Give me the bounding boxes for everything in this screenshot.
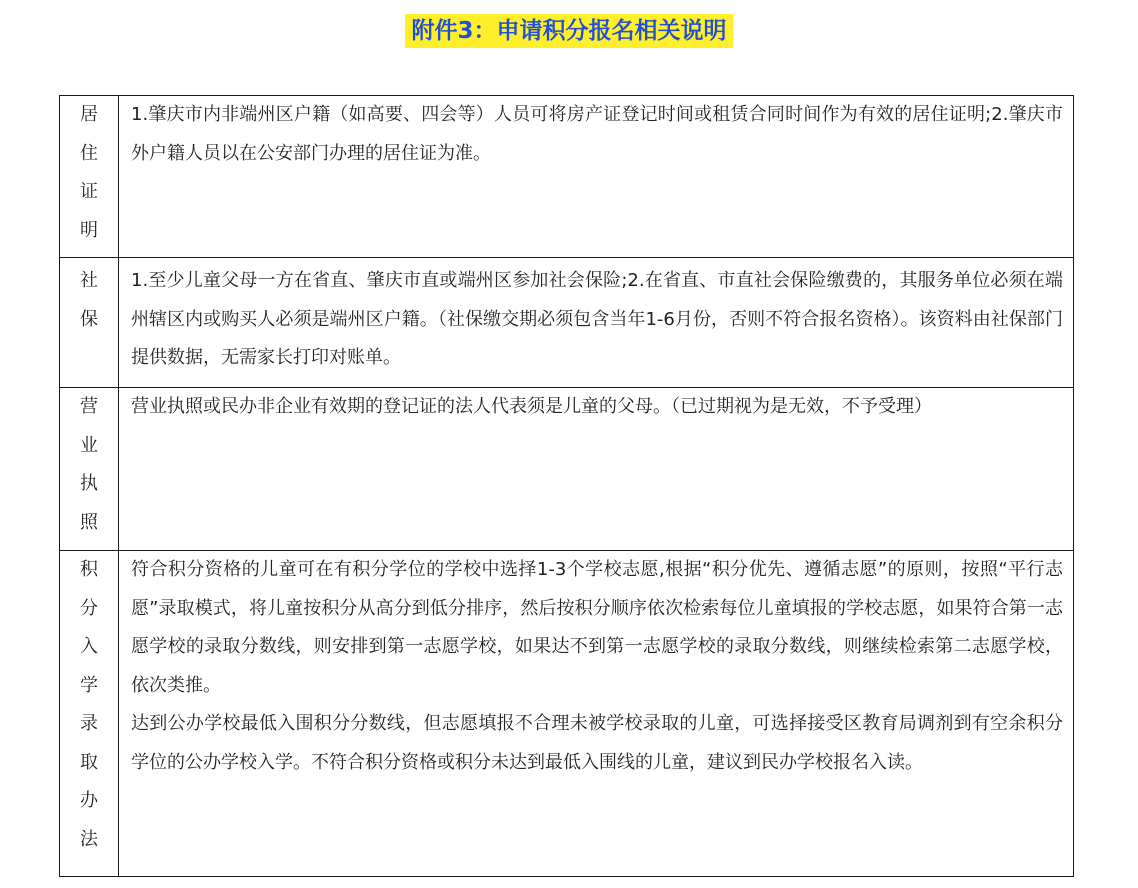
table-row-residence [60, 96, 1074, 258]
label-char: 住 [80, 142, 98, 164]
label-char: 办 [80, 790, 98, 811]
row-label-business-license [60, 388, 119, 551]
info-table [59, 95, 1074, 877]
label-char: 分 [80, 597, 98, 619]
content-paragraph: 1.至少儿童父母一方在省直、肇庆市直或端州区参加社会保险;2.在省直、市直社会保险缴费的，其服务单位必须在端州辖区内或购买人必须是端州区户籍。（社保缴交期必须包含当年1-6月份，否则不符合报名资格）。该资料由社保部门提供数据，无需家长打印对账单。 [131, 270, 1063, 368]
label-char: 执 [80, 473, 98, 494]
label-char: 业 [80, 434, 98, 456]
table-row-social-security [60, 258, 1074, 388]
title-container [0, 14, 1138, 48]
table-row-admission-method [60, 551, 1074, 877]
label-char: 法 [80, 828, 98, 850]
label-char: 保 [80, 308, 98, 330]
content-paragraph: 符合积分资格的儿童可在有积分学位的学校中选择1-3个学校志愿,根据“积分优先、遵循志愿”的原则，按照“平行志愿”录取模式，将儿童按积分从高分到低分排序，然后按积分顺序依次检索每位儿童填报的学校志愿，如果符合第一志愿学校的录取分数线，则安排到第一志愿学校，如果达不到第一志愿学校的录取分数线，则继续检索第二志愿学校，依次类推。 [131, 559, 1063, 696]
row-label-social-security [60, 258, 119, 388]
row-content-residence [119, 96, 1074, 258]
label-char: 居 [80, 104, 98, 125]
content-paragraph: 1.肇庆市内非端州区户籍（如高要、四会等）人员可将房产证登记时间或租赁合同时间作为有效的居住证明;2.肇庆市外户籍人员以在公安部门办理的居住证为准。 [131, 104, 1063, 164]
label-char: 证 [80, 181, 98, 202]
label-char: 积 [80, 559, 98, 580]
content-paragraph: 达到公办学校最低入围积分分数线，但志愿填报不合理未被学校录取的儿童，可选择接受区教育局调剂到有空余积分学位的公办学校入学。不符合积分资格或积分未达到最低入围线的儿童，建议到民办学校报名入读。 [131, 713, 1063, 773]
label-char: 照 [80, 511, 98, 533]
label-char: 明 [80, 219, 98, 241]
row-label-admission-method [60, 551, 119, 877]
row-content-social-security [119, 258, 1074, 388]
label-char: 营 [80, 396, 98, 417]
label-char: 学 [80, 674, 98, 696]
label-char: 社 [80, 270, 98, 291]
label-char: 录 [80, 713, 98, 734]
table-row-business-license [60, 388, 1074, 551]
label-char: 入 [80, 636, 98, 657]
document-title: 附件3：申请积分报名相关说明 [405, 14, 732, 48]
row-content-admission-method [119, 551, 1074, 877]
row-content-business-license [119, 388, 1074, 551]
content-paragraph: 营业执照或民办非企业有效期的登记证的法人代表须是儿童的父母。（已过期视为是无效，不予受理） [131, 396, 932, 417]
label-char: 取 [80, 751, 98, 773]
row-label-residence [60, 96, 119, 258]
